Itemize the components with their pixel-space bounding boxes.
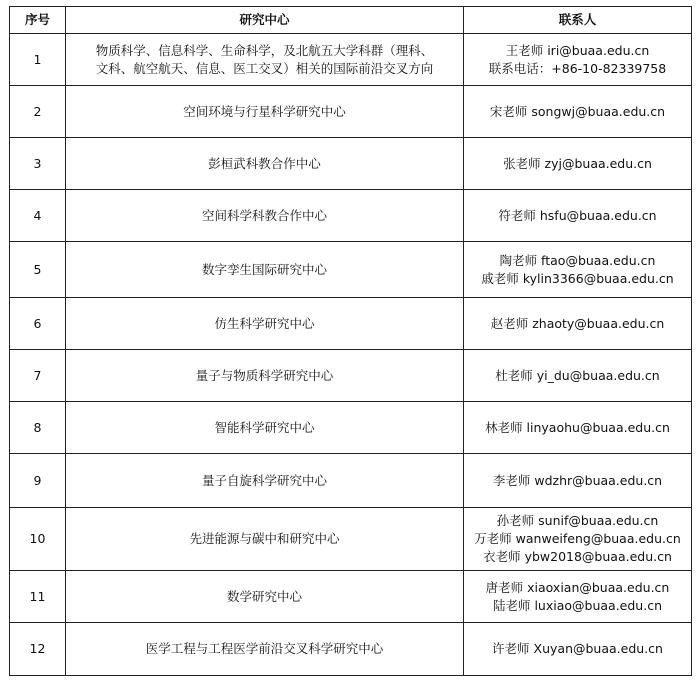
table-row — [10, 34, 692, 86]
table-row — [10, 350, 692, 402]
table-body — [10, 34, 692, 676]
research-center-name: 空间科学科教合作中心 — [201, 207, 327, 223]
contact-cell — [464, 454, 692, 508]
row-number: 6 — [10, 298, 66, 350]
table-row — [10, 190, 692, 242]
contact-entry: 赵老师 zhaoty@buaa.edu.cn — [490, 315, 665, 331]
research-center-name: 物质科学、信息科学、生命科学，及北航五大学科群（理科、 — [95, 42, 434, 58]
row-number: 12 — [10, 623, 66, 676]
contact-cell — [464, 242, 692, 298]
research-center-name: 量子与物质科学研究中心 — [195, 367, 334, 383]
contact-entry: 张老师 zyj@buaa.edu.cn — [503, 155, 652, 171]
research-center-cell — [66, 190, 464, 242]
research-center-cell — [66, 402, 464, 454]
row-number: 9 — [10, 454, 66, 508]
header-contact: 联系人 — [464, 7, 692, 34]
row-number: 7 — [10, 350, 66, 402]
row-number: 4 — [10, 190, 66, 242]
contact-entry: 陶老师 ftao@buaa.edu.cn — [499, 252, 656, 268]
contact-cell — [464, 571, 692, 623]
contact-entry: 衣老师 ybw2018@buaa.edu.cn — [483, 549, 672, 564]
row-number: 5 — [10, 242, 66, 298]
contact-entry: 林老师 linyaohu@buaa.edu.cn — [485, 419, 670, 435]
research-center-name: 医学工程与工程医学前沿交叉科学研究中心 — [145, 641, 384, 656]
row-number: 3 — [10, 138, 66, 190]
row-number: 2 — [10, 86, 66, 138]
row-number: 8 — [10, 402, 66, 454]
table-row — [10, 454, 692, 508]
contact-entry: 万老师 wanweifeng@buaa.edu.cn — [474, 531, 681, 546]
research-center-cell — [66, 86, 464, 138]
research-center-name: 仿生科学研究中心 — [214, 315, 315, 331]
contact-cell — [464, 86, 692, 138]
contact-entry: 杜老师 yi_du@buaa.edu.cn — [495, 367, 660, 383]
header-center: 研究中心 — [66, 7, 464, 34]
table-row — [10, 571, 692, 623]
research-center-cell — [66, 623, 464, 676]
contact-entry: 王老师 iri@buaa.edu.cn — [505, 42, 650, 58]
table-row — [10, 623, 692, 676]
research-center-name: 彭桓武科教合作中心 — [208, 155, 321, 171]
contact-cell — [464, 508, 692, 571]
table-row — [10, 402, 692, 454]
row-number: 10 — [10, 508, 66, 571]
contact-entry: 宋老师 songwj@buaa.edu.cn — [489, 103, 666, 119]
contact-entry: 孙老师 sunif@buaa.edu.cn — [496, 513, 659, 528]
contact-entry: 许老师 Xuyan@buaa.edu.cn — [492, 641, 663, 656]
research-center-name: 数字孪生国际研究中心 — [201, 261, 327, 277]
research-centers-table — [9, 6, 692, 676]
research-center-cell — [66, 242, 464, 298]
table-row — [10, 508, 692, 571]
contact-cell — [464, 190, 692, 242]
contact-entry: 符老师 hsfu@buaa.edu.cn — [498, 207, 657, 223]
contact-entry: 陆老师 luxiao@buaa.edu.cn — [492, 597, 662, 613]
research-center-cell — [66, 34, 464, 86]
research-center-cell — [66, 298, 464, 350]
contact-entry: 李老师 wdzhr@buaa.edu.cn — [492, 472, 663, 488]
contact-cell — [464, 138, 692, 190]
header-no: 序号 — [10, 7, 66, 34]
contact-entry: 唐老师 xiaoxian@buaa.edu.cn — [485, 579, 670, 595]
contact-entry: 联系电话：+86-10-82339758 — [488, 60, 667, 76]
row-number: 11 — [10, 571, 66, 623]
research-center-cell — [66, 138, 464, 190]
contact-cell — [464, 402, 692, 454]
contact-cell — [464, 623, 692, 676]
research-center-name: 数学研究中心 — [226, 588, 302, 604]
research-center-name: 先进能源与碳中和研究中心 — [189, 531, 340, 546]
table-row — [10, 86, 692, 138]
research-center-cell — [66, 350, 464, 402]
research-center-cell — [66, 571, 464, 623]
research-center-cell — [66, 508, 464, 571]
table-row — [10, 242, 692, 298]
table-row — [10, 138, 692, 190]
research-center-name: 空间环境与行星科学研究中心 — [183, 103, 346, 119]
contact-cell — [464, 298, 692, 350]
research-center-name: 文科、航空航天、信息、医工交叉）相关的国际前沿交叉方向 — [95, 60, 434, 76]
table-row — [10, 298, 692, 350]
contact-cell — [464, 350, 692, 402]
contact-cell — [464, 34, 692, 86]
row-number: 1 — [10, 34, 66, 86]
research-center-cell — [66, 454, 464, 508]
research-center-name: 智能科学研究中心 — [214, 419, 315, 435]
contact-entry: 戚老师 kylin3366@buaa.edu.cn — [481, 270, 674, 286]
research-center-name: 量子自旋科学研究中心 — [201, 472, 327, 488]
header-row — [10, 7, 692, 34]
